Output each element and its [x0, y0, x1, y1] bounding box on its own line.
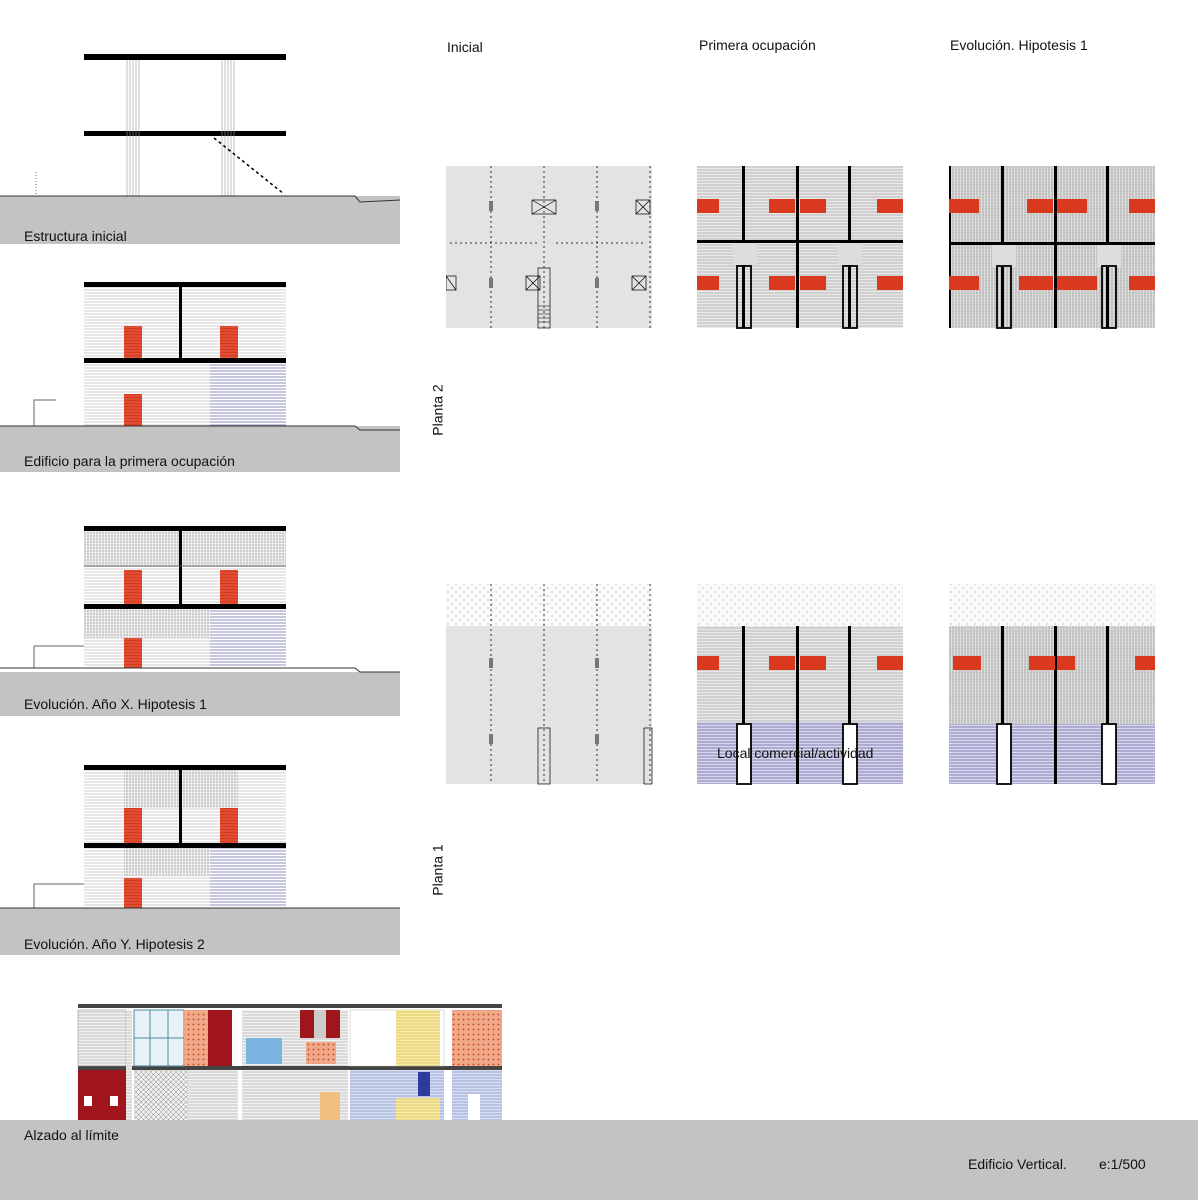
section-evolucion-y	[0, 760, 400, 920]
column-title-evolucion: Evolución. Hipotesis 1	[950, 37, 1088, 53]
section-primera-ocupacion	[0, 280, 400, 440]
local-comercial-label: Local comercial/actividad	[717, 745, 874, 761]
plan-planta2-inicial	[446, 166, 656, 331]
section-label-4: Evolución. Año Y. Hipotesis 2	[24, 936, 205, 952]
alzado-label: Alzado al límite	[24, 1127, 119, 1143]
section-label-1: Estructura inicial	[24, 228, 127, 244]
plan-planta1-evolucion	[949, 582, 1159, 787]
row-title-planta1: Planta 1	[429, 844, 446, 896]
column-title-primera-ocupacion: Primera ocupación	[699, 37, 816, 53]
plan-planta2-primera	[697, 166, 907, 331]
section-label-3: Evolución. Año X. Hipotesis 1	[24, 696, 207, 712]
section-evolucion-x	[0, 520, 400, 680]
footer-scale: e:1/500	[1099, 1156, 1146, 1172]
footer-title: Edificio Vertical.	[968, 1156, 1067, 1172]
section-estructura-inicial	[0, 40, 400, 240]
plan-planta2-evolucion	[949, 166, 1159, 331]
row-title-planta2: Planta 2	[429, 384, 446, 436]
alzado-elevation	[76, 1002, 506, 1122]
column-title-inicial: Inicial	[447, 39, 483, 55]
plan-planta1-inicial	[446, 582, 656, 787]
section-label-2: Edificio para la primera ocupación	[24, 453, 235, 469]
